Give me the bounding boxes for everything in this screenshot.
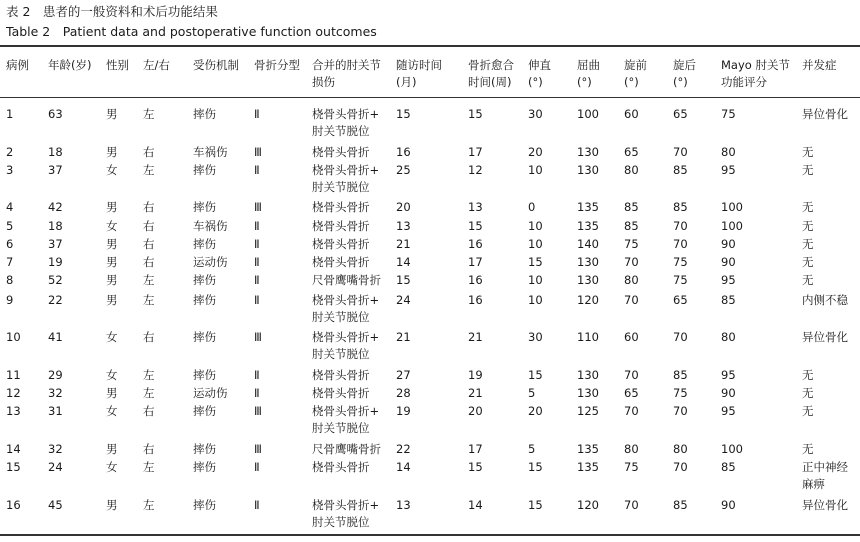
header-union: 时间(周) <box>468 75 512 89</box>
cell-flexion: 130 <box>577 386 599 400</box>
cell-complication: 内侧不稳 <box>802 293 848 307</box>
cell-mayo: 75 <box>721 107 736 121</box>
cell-case: 1 <box>6 107 14 121</box>
cell-mechanism: 摔伤 <box>193 404 216 418</box>
header-injury: 合并的肘关节 <box>312 58 381 72</box>
cell-side: 左 <box>143 293 155 307</box>
cell-followup: 24 <box>396 293 411 307</box>
header-pronation: 旋前 <box>624 58 647 72</box>
cell-sex: 女 <box>106 330 118 344</box>
cell-injury: 尺骨鹰嘴骨折 <box>312 273 381 287</box>
cell-union: 17 <box>468 255 483 269</box>
cell-union: 17 <box>468 442 483 456</box>
cell-case: 11 <box>6 368 21 382</box>
cell-age: 32 <box>48 386 63 400</box>
cell-case: 12 <box>6 386 21 400</box>
cell-complication: 无 <box>802 163 814 177</box>
header-mechanism: 受伤机制 <box>193 58 239 72</box>
cell-extension: 10 <box>528 163 543 177</box>
cell-complication: 无 <box>802 273 814 287</box>
table-top-rule <box>0 45 860 47</box>
cell-pronation: 65 <box>624 145 639 159</box>
cell-flexion: 140 <box>577 237 599 251</box>
cell-side: 右 <box>143 200 155 214</box>
cell-union: 21 <box>468 386 483 400</box>
table-title-en: Table 2 Patient data and postoperative function outcomes <box>6 24 377 39</box>
cell-side: 左 <box>143 460 155 474</box>
cell-pronation: 80 <box>624 442 639 456</box>
cell-injury: 桡骨头骨折+ <box>312 107 380 121</box>
cell-age: 45 <box>48 498 63 512</box>
cell-case: 7 <box>6 255 14 269</box>
cell-followup: 16 <box>396 145 411 159</box>
cell-side: 右 <box>143 404 155 418</box>
cell-supination: 85 <box>673 498 688 512</box>
cell-mechanism: 摔伤 <box>193 237 216 251</box>
cell-injury: 肘关节脱位 <box>312 180 370 194</box>
cell-complication: 异位骨化 <box>802 330 848 344</box>
cell-flexion: 135 <box>577 442 599 456</box>
cell-injury: 肘关节脱位 <box>312 310 370 324</box>
cell-injury: 桡骨头骨折 <box>312 237 370 251</box>
header-supination: 旋后 <box>673 58 696 72</box>
cell-type: Ⅱ <box>254 460 260 474</box>
cell-mechanism: 摔伤 <box>193 273 216 287</box>
cell-extension: 0 <box>528 200 536 214</box>
cell-mechanism: 摔伤 <box>193 442 216 456</box>
header-sex: 性别 <box>106 58 129 72</box>
cell-sex: 男 <box>106 145 118 159</box>
cell-injury: 肘关节脱位 <box>312 515 370 529</box>
cell-type: Ⅲ <box>254 442 262 456</box>
cell-side: 左 <box>143 498 155 512</box>
cell-union: 16 <box>468 237 483 251</box>
cell-followup: 13 <box>396 219 411 233</box>
cell-extension: 30 <box>528 107 543 121</box>
cell-age: 41 <box>48 330 63 344</box>
cell-injury: 肘关节脱位 <box>312 421 370 435</box>
cell-case: 13 <box>6 404 21 418</box>
header-age: 年龄(岁) <box>48 58 92 72</box>
cell-pronation: 60 <box>624 330 639 344</box>
cell-flexion: 130 <box>577 255 599 269</box>
cell-mechanism: 摔伤 <box>193 163 216 177</box>
cell-complication: 麻痹 <box>802 477 825 491</box>
cell-age: 18 <box>48 145 63 159</box>
cell-side: 右 <box>143 442 155 456</box>
cell-extension: 5 <box>528 442 536 456</box>
cell-pronation: 70 <box>624 293 639 307</box>
cell-side: 右 <box>143 145 155 159</box>
cell-mayo: 85 <box>721 293 736 307</box>
cell-injury: 桡骨头骨折 <box>312 145 370 159</box>
cell-type: Ⅱ <box>254 219 260 233</box>
cell-type: Ⅲ <box>254 404 262 418</box>
cell-mechanism: 车祸伤 <box>193 145 228 159</box>
cell-supination: 75 <box>673 273 688 287</box>
header-injury: 损伤 <box>312 75 335 89</box>
cell-case: 10 <box>6 330 21 344</box>
cell-union: 12 <box>468 163 483 177</box>
cell-extension: 10 <box>528 237 543 251</box>
cell-flexion: 125 <box>577 404 599 418</box>
cell-sex: 女 <box>106 219 118 233</box>
cell-supination: 75 <box>673 255 688 269</box>
cell-extension: 10 <box>528 273 543 287</box>
cell-sex: 男 <box>106 273 118 287</box>
cell-pronation: 75 <box>624 460 639 474</box>
cell-side: 右 <box>143 237 155 251</box>
cell-injury: 桡骨头骨折+ <box>312 330 380 344</box>
cell-type: Ⅱ <box>254 255 260 269</box>
cell-type: Ⅲ <box>254 200 262 214</box>
cell-sex: 男 <box>106 442 118 456</box>
cell-union: 14 <box>468 498 483 512</box>
cell-followup: 21 <box>396 237 411 251</box>
cell-supination: 70 <box>673 460 688 474</box>
cell-age: 31 <box>48 404 63 418</box>
cell-complication: 异位骨化 <box>802 498 848 512</box>
cell-sex: 女 <box>106 163 118 177</box>
cell-mechanism: 车祸伤 <box>193 219 228 233</box>
header-side: 左/右 <box>143 58 170 72</box>
header-case: 病例 <box>6 58 29 72</box>
cell-side: 左 <box>143 273 155 287</box>
cell-union: 13 <box>468 200 483 214</box>
cell-supination: 85 <box>673 163 688 177</box>
cell-followup: 14 <box>396 460 411 474</box>
cell-pronation: 65 <box>624 386 639 400</box>
cell-side: 左 <box>143 386 155 400</box>
header-mayo: 功能评分 <box>721 75 767 89</box>
cell-type: Ⅱ <box>254 498 260 512</box>
cell-mayo: 80 <box>721 145 736 159</box>
cell-flexion: 130 <box>577 145 599 159</box>
cell-flexion: 135 <box>577 460 599 474</box>
cell-extension: 20 <box>528 145 543 159</box>
cell-type: Ⅱ <box>254 237 260 251</box>
header-extension: (°) <box>528 75 543 89</box>
header-union: 骨折愈合 <box>468 58 514 72</box>
cell-side: 左 <box>143 107 155 121</box>
cell-union: 17 <box>468 145 483 159</box>
cell-flexion: 100 <box>577 107 599 121</box>
cell-type: Ⅲ <box>254 145 262 159</box>
cell-injury: 桡骨头骨折+ <box>312 404 380 418</box>
cell-injury: 桡骨头骨折 <box>312 200 370 214</box>
cell-age: 19 <box>48 255 63 269</box>
cell-case: 8 <box>6 273 14 287</box>
cell-extension: 20 <box>528 404 543 418</box>
cell-side: 左 <box>143 163 155 177</box>
cell-flexion: 120 <box>577 293 599 307</box>
cell-sex: 女 <box>106 368 118 382</box>
cell-complication: 无 <box>802 200 814 214</box>
cell-side: 右 <box>143 255 155 269</box>
cell-sex: 男 <box>106 255 118 269</box>
cell-injury: 桡骨头骨折+ <box>312 293 380 307</box>
cell-mechanism: 摔伤 <box>193 200 216 214</box>
cell-mayo: 95 <box>721 273 736 287</box>
cell-flexion: 110 <box>577 330 599 344</box>
cell-mayo: 95 <box>721 404 736 418</box>
cell-followup: 13 <box>396 498 411 512</box>
cell-mechanism: 摔伤 <box>193 498 216 512</box>
header-complication: 并发症 <box>802 58 837 72</box>
cell-flexion: 130 <box>577 163 599 177</box>
cell-injury: 桡骨头骨折+ <box>312 498 380 512</box>
cell-complication: 无 <box>802 404 814 418</box>
header-type: 骨折分型 <box>254 58 300 72</box>
cell-followup: 27 <box>396 368 411 382</box>
cell-injury: 肘关节脱位 <box>312 347 370 361</box>
cell-type: Ⅲ <box>254 330 262 344</box>
cell-injury: 桡骨头骨折+ <box>312 163 380 177</box>
cell-supination: 65 <box>673 107 688 121</box>
cell-complication: 无 <box>802 255 814 269</box>
header-supination: (°) <box>673 75 688 89</box>
cell-age: 37 <box>48 163 63 177</box>
header-followup: (月) <box>396 75 417 89</box>
cell-followup: 21 <box>396 330 411 344</box>
cell-mayo: 95 <box>721 163 736 177</box>
cell-age: 37 <box>48 237 63 251</box>
cell-pronation: 85 <box>624 219 639 233</box>
cell-followup: 20 <box>396 200 411 214</box>
cell-supination: 75 <box>673 386 688 400</box>
cell-sex: 男 <box>106 498 118 512</box>
cell-case: 6 <box>6 237 14 251</box>
table-title-cn: 表 2 患者的一般资料和术后功能结果 <box>6 4 218 19</box>
cell-union: 15 <box>468 219 483 233</box>
cell-pronation: 80 <box>624 163 639 177</box>
cell-extension: 10 <box>528 293 543 307</box>
cell-supination: 70 <box>673 404 688 418</box>
cell-followup: 22 <box>396 442 411 456</box>
cell-mayo: 90 <box>721 255 736 269</box>
cell-mechanism: 摔伤 <box>193 368 216 382</box>
header-mayo: Mayo 肘关节 <box>721 58 790 72</box>
cell-age: 42 <box>48 200 63 214</box>
cell-age: 52 <box>48 273 63 287</box>
cell-mechanism: 运动伤 <box>193 386 228 400</box>
cell-pronation: 75 <box>624 237 639 251</box>
cell-injury: 桡骨头骨折 <box>312 386 370 400</box>
cell-extension: 15 <box>528 460 543 474</box>
cell-side: 左 <box>143 368 155 382</box>
cell-supination: 70 <box>673 237 688 251</box>
cell-mayo: 90 <box>721 386 736 400</box>
cell-supination: 85 <box>673 200 688 214</box>
cell-followup: 15 <box>396 273 411 287</box>
cell-union: 16 <box>468 293 483 307</box>
cell-age: 29 <box>48 368 63 382</box>
cell-case: 15 <box>6 460 21 474</box>
cell-pronation: 70 <box>624 368 639 382</box>
cell-flexion: 130 <box>577 273 599 287</box>
cell-sex: 男 <box>106 107 118 121</box>
cell-sex: 男 <box>106 237 118 251</box>
cell-pronation: 70 <box>624 498 639 512</box>
header-flexion: 屈曲 <box>577 58 600 72</box>
cell-followup: 14 <box>396 255 411 269</box>
cell-case: 4 <box>6 200 14 214</box>
cell-injury: 桡骨头骨折 <box>312 219 370 233</box>
cell-pronation: 80 <box>624 273 639 287</box>
header-flexion: (°) <box>577 75 592 89</box>
cell-sex: 男 <box>106 386 118 400</box>
cell-case: 9 <box>6 293 14 307</box>
cell-type: Ⅱ <box>254 368 260 382</box>
cell-supination: 70 <box>673 145 688 159</box>
table-header-rule <box>0 97 860 98</box>
cell-followup: 28 <box>396 386 411 400</box>
cell-mayo: 85 <box>721 460 736 474</box>
header-followup: 随访时间 <box>396 58 442 72</box>
cell-flexion: 135 <box>577 200 599 214</box>
cell-case: 5 <box>6 219 14 233</box>
cell-mechanism: 运动伤 <box>193 255 228 269</box>
cell-mayo: 90 <box>721 237 736 251</box>
cell-mechanism: 摔伤 <box>193 460 216 474</box>
cell-union: 19 <box>468 368 483 382</box>
cell-injury: 桡骨头骨折 <box>312 255 370 269</box>
cell-union: 15 <box>468 460 483 474</box>
cell-injury: 尺骨鹰嘴骨折 <box>312 442 381 456</box>
cell-complication: 无 <box>802 219 814 233</box>
cell-supination: 85 <box>673 368 688 382</box>
cell-injury: 桡骨头骨折 <box>312 460 370 474</box>
cell-complication: 正中神经 <box>802 460 848 474</box>
cell-extension: 15 <box>528 368 543 382</box>
cell-complication: 无 <box>802 145 814 159</box>
header-pronation: (°) <box>624 75 639 89</box>
cell-pronation: 70 <box>624 255 639 269</box>
cell-mayo: 100 <box>721 200 743 214</box>
cell-sex: 男 <box>106 200 118 214</box>
cell-case: 16 <box>6 498 21 512</box>
cell-case: 2 <box>6 145 14 159</box>
cell-age: 18 <box>48 219 63 233</box>
cell-mayo: 80 <box>721 330 736 344</box>
cell-union: 20 <box>468 404 483 418</box>
cell-union: 16 <box>468 273 483 287</box>
cell-type: Ⅱ <box>254 386 260 400</box>
cell-age: 32 <box>48 442 63 456</box>
cell-injury: 桡骨头骨折 <box>312 368 370 382</box>
cell-age: 63 <box>48 107 63 121</box>
cell-side: 右 <box>143 219 155 233</box>
cell-union: 15 <box>468 107 483 121</box>
cell-sex: 女 <box>106 460 118 474</box>
cell-followup: 15 <box>396 107 411 121</box>
cell-flexion: 135 <box>577 219 599 233</box>
cell-mayo: 100 <box>721 442 743 456</box>
cell-sex: 男 <box>106 293 118 307</box>
cell-supination: 65 <box>673 293 688 307</box>
cell-flexion: 130 <box>577 368 599 382</box>
cell-type: Ⅱ <box>254 163 260 177</box>
cell-age: 22 <box>48 293 63 307</box>
cell-case: 3 <box>6 163 14 177</box>
cell-followup: 19 <box>396 404 411 418</box>
cell-extension: 30 <box>528 330 543 344</box>
cell-side: 右 <box>143 330 155 344</box>
cell-extension: 10 <box>528 219 543 233</box>
cell-pronation: 70 <box>624 404 639 418</box>
cell-sex: 女 <box>106 404 118 418</box>
header-extension: 伸直 <box>528 58 551 72</box>
cell-complication: 无 <box>802 368 814 382</box>
cell-complication: 无 <box>802 442 814 456</box>
cell-supination: 80 <box>673 442 688 456</box>
cell-mechanism: 摔伤 <box>193 107 216 121</box>
cell-complication: 无 <box>802 386 814 400</box>
cell-supination: 70 <box>673 330 688 344</box>
cell-mechanism: 摔伤 <box>193 330 216 344</box>
cell-mayo: 90 <box>721 498 736 512</box>
cell-extension: 15 <box>528 498 543 512</box>
cell-supination: 70 <box>673 219 688 233</box>
cell-mayo: 100 <box>721 219 743 233</box>
cell-type: Ⅱ <box>254 273 260 287</box>
cell-pronation: 85 <box>624 200 639 214</box>
cell-case: 14 <box>6 442 21 456</box>
cell-mechanism: 摔伤 <box>193 293 216 307</box>
cell-complication: 异位骨化 <box>802 107 848 121</box>
cell-complication: 无 <box>802 237 814 251</box>
cell-type: Ⅱ <box>254 107 260 121</box>
cell-mayo: 95 <box>721 368 736 382</box>
cell-extension: 15 <box>528 255 543 269</box>
cell-age: 24 <box>48 460 63 474</box>
table-bottom-rule <box>0 534 860 536</box>
cell-union: 21 <box>468 330 483 344</box>
cell-extension: 5 <box>528 386 536 400</box>
cell-injury: 肘关节脱位 <box>312 124 370 138</box>
cell-followup: 25 <box>396 163 411 177</box>
cell-type: Ⅱ <box>254 293 260 307</box>
cell-pronation: 60 <box>624 107 639 121</box>
cell-flexion: 120 <box>577 498 599 512</box>
